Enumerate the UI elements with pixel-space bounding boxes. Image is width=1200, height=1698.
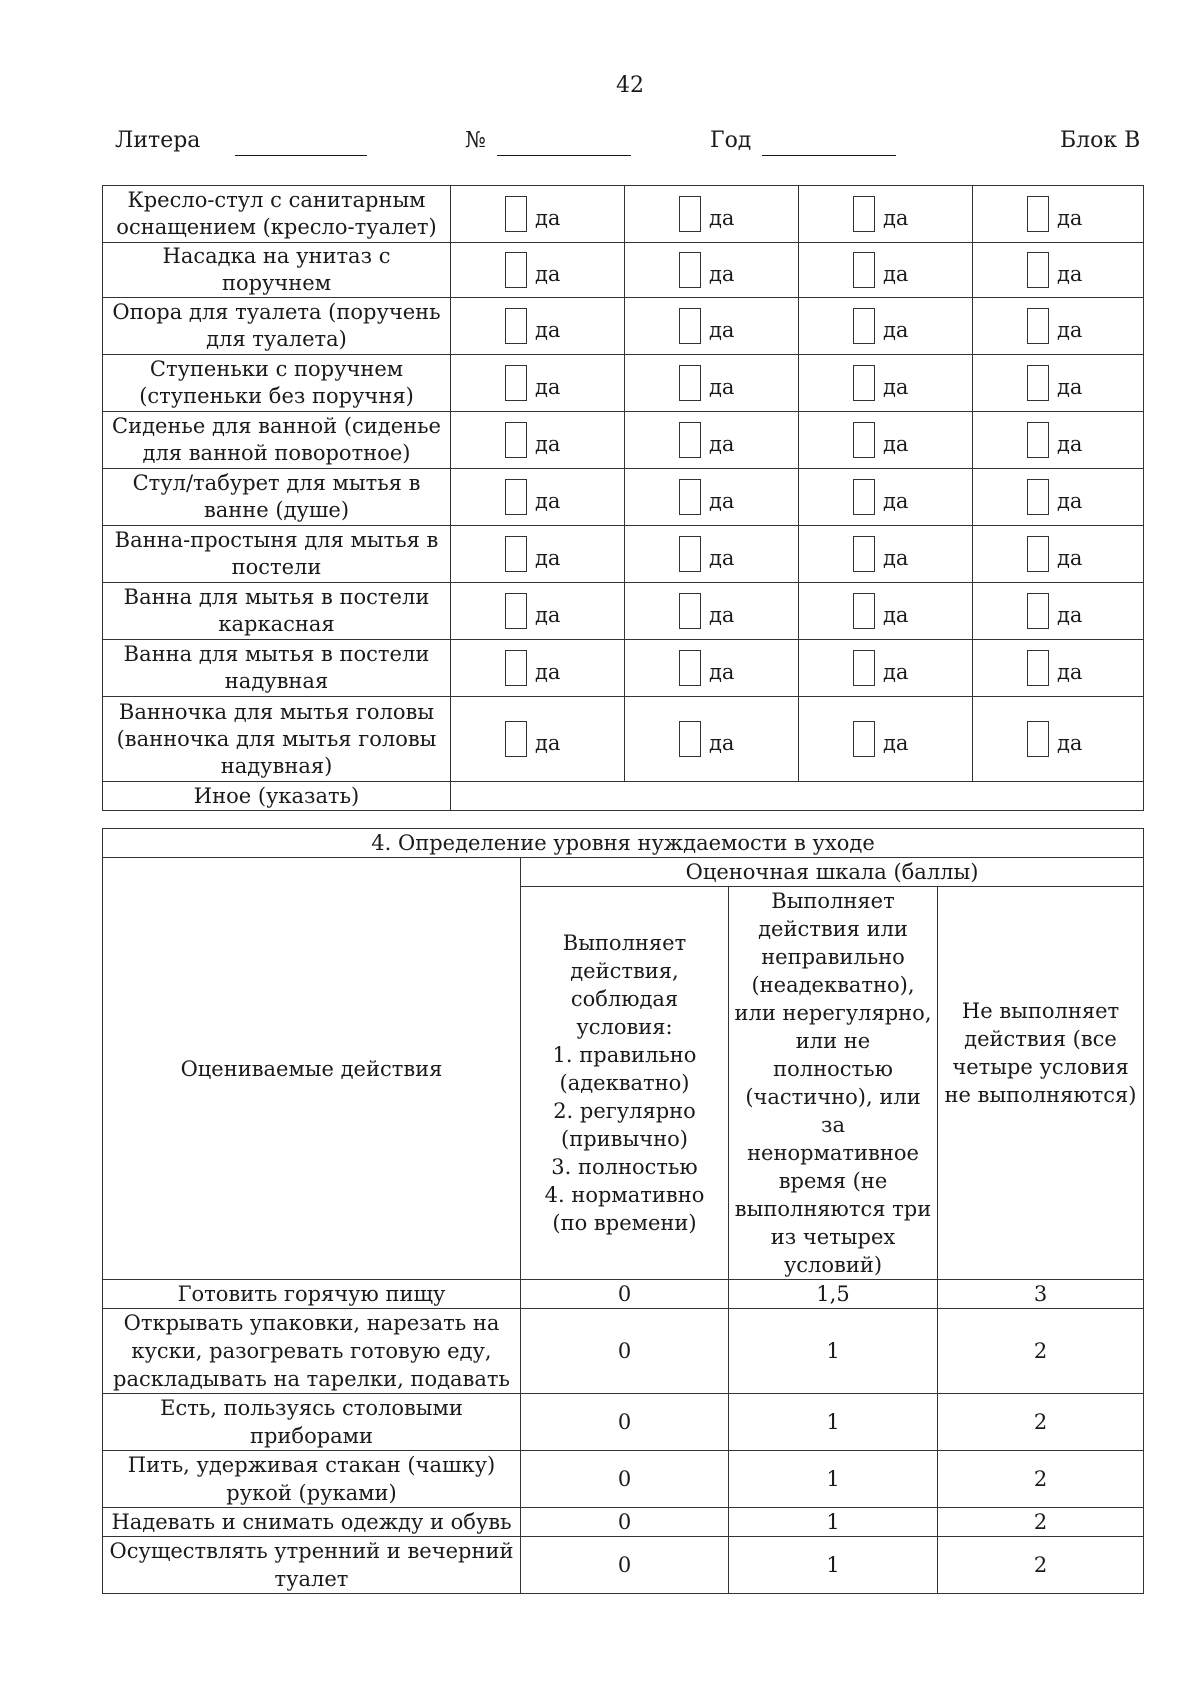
device-name: Ступеньки с поручнем (ступеньки без поручня) [103, 355, 451, 412]
scale-col-line: действия, [570, 959, 679, 983]
score-partial: 1 [729, 1309, 938, 1394]
checkbox[interactable] [505, 536, 527, 572]
checkbox[interactable] [679, 365, 701, 401]
device-name: Ванна для мытья в постели надувная [103, 640, 451, 697]
scale-col-line: (неадекватно), [751, 973, 915, 997]
checkbox[interactable] [1027, 365, 1049, 401]
action-row [103, 1451, 1144, 1508]
scale-col-line: Выполняет [562, 931, 687, 955]
yes-label: да [535, 730, 561, 755]
yes-label: да [709, 374, 735, 399]
device-check-cell [625, 640, 799, 697]
action-name: Пить, удерживая стакан (чашку) рукой (руками) [103, 1451, 521, 1508]
year-label: Год [710, 128, 752, 153]
yes-label: да [535, 602, 561, 627]
checkbox[interactable] [505, 479, 527, 515]
litera-blank[interactable] [235, 155, 367, 156]
score-none: 2 [938, 1508, 1144, 1537]
checkbox[interactable] [853, 365, 875, 401]
device-check-cell [799, 186, 973, 243]
checkbox[interactable] [1027, 593, 1049, 629]
yes-label: да [709, 317, 735, 342]
device-check-cell [625, 298, 799, 355]
score-full: 0 [521, 1508, 729, 1537]
checkbox[interactable] [853, 422, 875, 458]
yes-label: да [535, 488, 561, 513]
device-check-cell [973, 469, 1144, 526]
checkbox[interactable] [505, 422, 527, 458]
other-label: Иное (указать) [103, 782, 451, 811]
action-name: Открывать упаковки, нарезать на куски, разогревать готовую еду, раскладывать на тарелки, подавать [103, 1309, 521, 1394]
device-check-cell [799, 469, 973, 526]
device-check-cell [625, 469, 799, 526]
device-check-cell [451, 583, 625, 640]
yes-label: да [883, 602, 909, 627]
device-check-cell [973, 355, 1144, 412]
scale-col-line: неправильно [761, 945, 905, 969]
score-full: 0 [521, 1451, 729, 1508]
device-check-cell [973, 526, 1144, 583]
device-check-cell [451, 186, 625, 243]
yes-label: да [1057, 317, 1083, 342]
yes-label: да [1057, 374, 1083, 399]
score-none: 2 [938, 1309, 1144, 1394]
checkbox[interactable] [853, 593, 875, 629]
device-check-cell [451, 355, 625, 412]
checkbox[interactable] [853, 721, 875, 757]
checkbox[interactable] [853, 252, 875, 288]
checkbox[interactable] [679, 196, 701, 232]
yes-label: да [1057, 431, 1083, 456]
device-name: Ванночка для мытья головы (ванночка для мытья головы надувная) [103, 697, 451, 782]
other-field[interactable] [451, 782, 1144, 811]
device-row [103, 355, 1144, 412]
yes-label: да [1057, 261, 1083, 286]
yes-label: да [709, 659, 735, 684]
yes-label: да [709, 261, 735, 286]
checkbox[interactable] [505, 365, 527, 401]
checkbox[interactable] [505, 308, 527, 344]
other-row [103, 782, 1144, 811]
device-name: Опора для туалета (поручень для туалета) [103, 298, 451, 355]
device-check-cell [973, 697, 1144, 782]
scale-col-line: или нерегулярно, [734, 1001, 932, 1025]
scale-col-line: не выполняются) [944, 1083, 1137, 1107]
yes-label: да [1057, 730, 1083, 755]
scale-col-line: полностью [773, 1057, 893, 1081]
checkbox[interactable] [1027, 479, 1049, 515]
device-row [103, 583, 1144, 640]
scale-col-line: из четырех [770, 1225, 896, 1249]
scale-col-line: действия или [758, 917, 908, 941]
action-name: Готовить горячую пищу [103, 1280, 521, 1309]
checkbox[interactable] [679, 536, 701, 572]
scale-col-line: выполняются три [734, 1197, 932, 1221]
device-check-cell [973, 583, 1144, 640]
scale-col-line: действия (все [964, 1027, 1117, 1051]
score-full: 0 [521, 1309, 729, 1394]
checkbox[interactable] [853, 536, 875, 572]
scale-col-line: условий) [783, 1253, 883, 1277]
checkbox[interactable] [853, 479, 875, 515]
checkbox[interactable] [679, 422, 701, 458]
scale-col-none [938, 887, 1144, 1280]
yes-label: да [535, 431, 561, 456]
score-full: 0 [521, 1537, 729, 1594]
scale-col-line: 1. правильно [552, 1043, 697, 1067]
device-check-cell [799, 412, 973, 469]
year-blank[interactable] [762, 155, 896, 156]
device-row [103, 697, 1144, 782]
checkbox[interactable] [1027, 536, 1049, 572]
device-check-cell [451, 640, 625, 697]
checkbox[interactable] [1027, 422, 1049, 458]
action-row [103, 1309, 1144, 1394]
device-name: Ванна для мытья в постели каркасная [103, 583, 451, 640]
checkbox[interactable] [853, 650, 875, 686]
device-check-cell [973, 186, 1144, 243]
device-check-cell [973, 243, 1144, 298]
checkbox[interactable] [679, 593, 701, 629]
yes-label: да [883, 261, 909, 286]
yes-label: да [535, 261, 561, 286]
device-check-cell [625, 186, 799, 243]
scale-col-line: 2. регулярно [553, 1099, 696, 1123]
yes-label: да [1057, 488, 1083, 513]
checkbox[interactable] [1027, 196, 1049, 232]
checkbox[interactable] [505, 593, 527, 629]
scale-col-line: 4. нормативно [544, 1183, 705, 1207]
yes-label: да [883, 730, 909, 755]
checkbox[interactable] [679, 252, 701, 288]
checkbox[interactable] [505, 650, 527, 686]
device-check-cell [451, 469, 625, 526]
device-check-cell [625, 243, 799, 298]
device-row [103, 243, 1144, 298]
yes-label: да [883, 205, 909, 230]
scale-col-partial [729, 887, 938, 1280]
device-check-cell [451, 526, 625, 583]
score-none: 2 [938, 1394, 1144, 1451]
number-blank[interactable] [497, 155, 631, 156]
action-name: Надевать и снимать одежду и обувь [103, 1508, 521, 1537]
yes-label: да [535, 659, 561, 684]
page-number: 42 [616, 73, 644, 98]
checkbox[interactable] [679, 479, 701, 515]
yes-label: да [709, 431, 735, 456]
device-check-cell [799, 526, 973, 583]
device-check-cell [625, 355, 799, 412]
device-check-cell [799, 640, 973, 697]
device-check-cell [451, 298, 625, 355]
scale-col-line: время (не [778, 1169, 888, 1193]
score-none: 2 [938, 1537, 1144, 1594]
yes-label: да [709, 488, 735, 513]
device-row [103, 412, 1144, 469]
score-none: 3 [938, 1280, 1144, 1309]
checkbox[interactable] [1027, 650, 1049, 686]
device-row [103, 526, 1144, 583]
score-partial: 1 [729, 1394, 938, 1451]
checkbox[interactable] [853, 308, 875, 344]
device-check-cell [973, 298, 1144, 355]
device-check-cell [625, 697, 799, 782]
device-name: Ванна-простыня для мытья в постели [103, 526, 451, 583]
checkbox[interactable] [1027, 308, 1049, 344]
yes-label: да [535, 374, 561, 399]
device-check-cell [973, 640, 1144, 697]
action-row [103, 1394, 1144, 1451]
scale-col-line: Не выполняет [961, 999, 1120, 1023]
yes-label: да [883, 488, 909, 513]
block-label: Блок В [1060, 128, 1141, 153]
device-check-cell [799, 355, 973, 412]
device-row [103, 640, 1144, 697]
yes-label: да [1057, 545, 1083, 570]
scale-col-full [521, 887, 729, 1280]
checkbox[interactable] [679, 650, 701, 686]
device-name: Сиденье для ванной (сиденье для ванной поворотное) [103, 412, 451, 469]
care-need-table [102, 828, 1144, 1594]
score-partial: 1 [729, 1537, 938, 1594]
device-name: Кресло-стул с санитарным оснащением (кресло-туалет) [103, 186, 451, 243]
yes-label: да [883, 317, 909, 342]
device-check-cell [973, 412, 1144, 469]
scale-col-line: условия: [576, 1015, 673, 1039]
devices-table [102, 185, 1144, 811]
scale-col-line: (привычно) [561, 1127, 688, 1151]
yes-label: да [1057, 205, 1083, 230]
checkbox[interactable] [1027, 252, 1049, 288]
yes-label: да [1057, 602, 1083, 627]
score-full: 0 [521, 1394, 729, 1451]
device-check-cell [799, 298, 973, 355]
score-partial: 1 [729, 1508, 938, 1537]
device-check-cell [625, 526, 799, 583]
checkbox[interactable] [679, 721, 701, 757]
checkbox[interactable] [505, 196, 527, 232]
yes-label: да [883, 659, 909, 684]
action-row [103, 1508, 1144, 1537]
scale-col-line: (по времени) [552, 1211, 697, 1235]
yes-label: да [709, 205, 735, 230]
device-check-cell [625, 412, 799, 469]
score-partial: 1,5 [729, 1280, 938, 1309]
yes-label: да [535, 545, 561, 570]
scale-col-line: или не [795, 1029, 871, 1053]
scale-col-line: Выполняет [771, 889, 895, 913]
device-row [103, 469, 1144, 526]
checkbox[interactable] [505, 252, 527, 288]
score-full: 0 [521, 1280, 729, 1309]
action-row [103, 1280, 1144, 1309]
number-label: № [465, 128, 486, 153]
scale-title: Оценочная шкала (баллы) [521, 858, 1144, 887]
litera-label: Литера [115, 128, 201, 153]
actions-header: Оцениваемые действия [103, 858, 521, 1280]
scale-col-line: четыре условия [952, 1055, 1129, 1079]
device-check-cell [625, 583, 799, 640]
yes-label: да [1057, 659, 1083, 684]
yes-label: да [709, 602, 735, 627]
device-check-cell [451, 243, 625, 298]
device-check-cell [451, 412, 625, 469]
score-none: 2 [938, 1451, 1144, 1508]
yes-label: да [883, 431, 909, 456]
checkbox[interactable] [1027, 721, 1049, 757]
device-name: Насадка на унитаз с поручнем [103, 243, 451, 298]
yes-label: да [709, 730, 735, 755]
scale-col-line: 3. полностью [551, 1155, 698, 1179]
device-row [103, 298, 1144, 355]
checkbox[interactable] [853, 196, 875, 232]
yes-label: да [535, 317, 561, 342]
scale-col-line: за ненормативное [747, 1113, 919, 1165]
scale-col-line: соблюдая [570, 987, 679, 1011]
action-name: Осуществлять утренний и вечерний туалет [103, 1537, 521, 1594]
score-partial: 1 [729, 1451, 938, 1508]
checkbox[interactable] [679, 308, 701, 344]
action-name: Есть, пользуясь столовыми приборами [103, 1394, 521, 1451]
yes-label: да [709, 545, 735, 570]
checkbox[interactable] [505, 721, 527, 757]
device-check-cell [799, 583, 973, 640]
device-name: Стул/табурет для мытья в ванне (душе) [103, 469, 451, 526]
scale-col-line: (частично), или [745, 1085, 921, 1109]
device-row [103, 186, 1144, 243]
device-check-cell [451, 697, 625, 782]
scale-col-line: (адекватно) [559, 1071, 690, 1095]
yes-label: да [883, 545, 909, 570]
device-check-cell [799, 243, 973, 298]
action-row [103, 1537, 1144, 1594]
section-title: 4. Определение уровня нуждаемости в уходе [103, 829, 1144, 858]
yes-label: да [883, 374, 909, 399]
device-check-cell [799, 697, 973, 782]
yes-label: да [535, 205, 561, 230]
